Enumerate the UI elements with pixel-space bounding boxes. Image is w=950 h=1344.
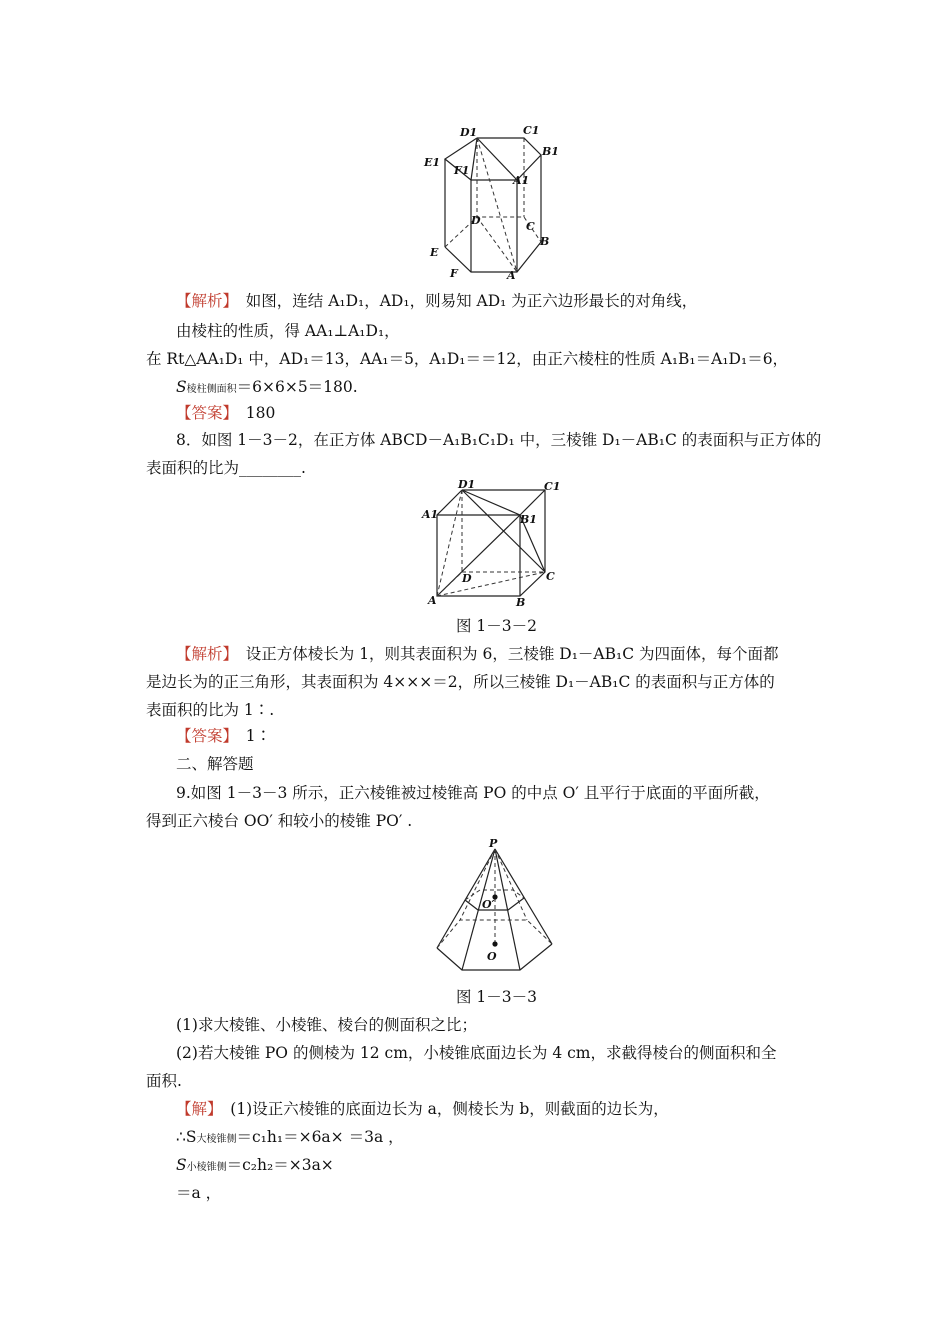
label-e1: E1 bbox=[424, 156, 441, 169]
figure-caption-1-3-2: 图 1－3－2 bbox=[456, 617, 538, 635]
solution-7-line-2: 由棱柱的性质，得 AA₁⊥A₁D₁， bbox=[176, 322, 400, 340]
section-heading: 二、解答题 bbox=[176, 755, 254, 773]
label-f1: F1 bbox=[454, 164, 470, 177]
label-o: O bbox=[487, 950, 497, 963]
solution-7-line-1: 【解析】 如图，连结 A₁D₁，AD₁，则易知 AD₁ 为正六边形最长的对角线， bbox=[176, 292, 698, 310]
label-f: F bbox=[450, 267, 458, 280]
pyramid-diagram bbox=[430, 834, 560, 974]
label-c1: C1 bbox=[544, 480, 561, 493]
label-a: A bbox=[507, 269, 516, 282]
label-b: B bbox=[540, 235, 550, 248]
solution-9-line-2: ∴S大棱锥侧＝c₁h₁＝×6a× ＝3a ， bbox=[176, 1128, 404, 1146]
solution-7-line-3: 在 Rt△AA₁D₁ 中，AD₁＝13，AA₁＝5，A₁D₁＝＝12，由正六棱柱的性质 A₁B₁＝A₁D₁＝6， bbox=[146, 350, 789, 368]
solution-7-line-4: S棱柱侧面积＝6×6×5＝180. bbox=[176, 378, 358, 396]
solution-8-line-2: 是边长为的正三角形，其表面积为 4×××＝2，所以三棱锥 D₁－AB₁C 的表面积与正方体的 bbox=[146, 673, 775, 691]
question-8-line-1: 8．如图 1－3－2，在正方体 ABCD－A₁B₁C₁D₁ 中，三棱锥 D₁－AB₁C 的表面积与正方体的 bbox=[176, 431, 822, 449]
cube-figure bbox=[420, 478, 570, 608]
label-d1: D1 bbox=[458, 478, 476, 491]
question-9-part-2-line-2: 面积. bbox=[146, 1072, 182, 1090]
solution-9-line-1: 【解】 (1)设正六棱锥的底面边长为 a，侧棱长为 b，则截面的边长为， bbox=[176, 1100, 669, 1118]
label-c1: C1 bbox=[523, 124, 540, 137]
pyramid-figure bbox=[430, 834, 560, 974]
answer-tag: 【答案】 bbox=[176, 727, 231, 745]
label-c: C bbox=[546, 570, 555, 583]
question-9-part-1: (1)求大棱锥、小棱锥、棱台的侧面积之比； bbox=[176, 1016, 477, 1034]
label-o-prime: O′ bbox=[482, 898, 495, 911]
question-9-line-2: 得到正六棱台 OO′ 和较小的棱锥 PO′ . bbox=[146, 812, 413, 830]
label-c: C bbox=[526, 220, 535, 233]
question-8-line-2: 表面积的比为________. bbox=[146, 459, 306, 477]
cube-diagram bbox=[420, 478, 570, 608]
label-p: P bbox=[489, 837, 498, 850]
answer-8: 【答案】 1∶ bbox=[176, 727, 272, 745]
solution-8-line-3: 表面积的比为 1∶. bbox=[146, 701, 275, 719]
analysis-tag: 【解析】 bbox=[176, 292, 231, 310]
question-9-line-1: 9.如图 1－3－3 所示，正六棱锥被过棱锥高 PO 的中点 O′ 且平行于底面的平面所截， bbox=[176, 784, 770, 802]
label-d: D bbox=[471, 214, 481, 227]
label-d: D bbox=[462, 572, 472, 585]
label-b1: B1 bbox=[520, 513, 537, 526]
answer-7: 【答案】 180 bbox=[176, 404, 276, 422]
answer-tag: 【答案】 bbox=[176, 404, 231, 422]
hexagonal-prism-figure bbox=[420, 122, 560, 282]
label-b: B bbox=[516, 596, 526, 608]
label-a1: A1 bbox=[513, 174, 530, 187]
label-a: A bbox=[428, 594, 437, 607]
label-d1: D1 bbox=[460, 126, 478, 139]
question-9-part-2-line-1: (2)若大棱锥 PO 的侧棱为 12 cm，小棱锥底面边长为 4 cm，求截得棱台的侧面积和全 bbox=[176, 1044, 777, 1062]
solution-9-line-3: S小棱锥侧＝c₂h₂＝×3a× bbox=[176, 1156, 334, 1174]
solution-8-line-1: 【解析】 设正方体棱长为 1，则其表面积为 6，三棱锥 D₁－AB₁C 为四面体，每个面都 bbox=[176, 645, 779, 663]
solution-9-line-4: ＝a ， bbox=[176, 1184, 222, 1202]
solution-tag: 【解】 bbox=[176, 1100, 215, 1118]
label-a1: A1 bbox=[422, 508, 439, 521]
label-e: E bbox=[430, 246, 439, 259]
figure-caption-1-3-3: 图 1－3－3 bbox=[456, 988, 538, 1006]
analysis-tag: 【解析】 bbox=[176, 645, 231, 663]
hexagonal-prism-diagram bbox=[420, 122, 560, 282]
label-b1: B1 bbox=[542, 145, 559, 158]
